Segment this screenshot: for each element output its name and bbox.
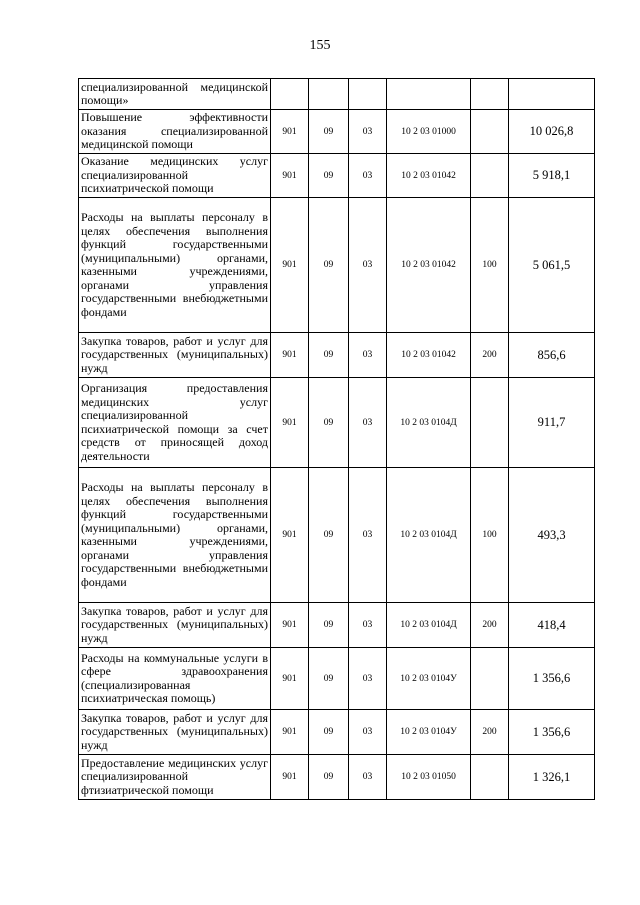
section-code: 09: [309, 110, 349, 154]
expense-type-code: 200: [471, 603, 509, 648]
amount: 5 061,5: [509, 198, 595, 333]
page-number: 155: [309, 38, 331, 53]
subsection-code: 03: [349, 755, 387, 800]
admin-code: 901: [271, 154, 309, 198]
subsection-code: [349, 79, 387, 110]
expense-type-code: 200: [471, 710, 509, 755]
table-row: [79, 710, 595, 755]
expense-type-code: 100: [471, 198, 509, 333]
target-article-code: 10 2 03 01000: [387, 110, 471, 154]
amount: [509, 79, 595, 110]
expense-type-code: [471, 755, 509, 800]
amount: 418,4: [509, 603, 595, 648]
target-article-code: 10 2 03 0104Д: [387, 468, 471, 603]
amount: 1 356,6: [509, 710, 595, 755]
amount: 911,7: [509, 378, 595, 468]
admin-code: 901: [271, 648, 309, 710]
subsection-code: 03: [349, 378, 387, 468]
admin-code: 901: [271, 468, 309, 603]
row-name: Организация предоставления медицинских услуг специализированной психиатрической помощи за счет средств от приносящей доход деятельности: [79, 378, 271, 468]
row-name: Закупка товаров, работ и услуг для государственных (муниципальных) нужд: [79, 710, 271, 755]
row-name: Предоставление медицинских услуг специализированной фтизиатрической помощи: [79, 755, 271, 800]
row-name: Оказание медицинских услуг специализированной психиатрической помощи: [79, 154, 271, 198]
target-article-code: 10 2 03 0104У: [387, 648, 471, 710]
expense-type-code: 100: [471, 468, 509, 603]
section-code: 09: [309, 468, 349, 603]
target-article-code: 10 2 03 0104У: [387, 710, 471, 755]
admin-code: 901: [271, 755, 309, 800]
amount: 10 026,8: [509, 110, 595, 154]
expense-type-code: [471, 154, 509, 198]
row-name: Повышение эффективности оказания специализированной медицинской помощи: [79, 110, 271, 154]
section-code: 09: [309, 378, 349, 468]
row-name: Закупка товаров, работ и услуг для государственных (муниципальных) нужд: [79, 333, 271, 378]
subsection-code: 03: [349, 468, 387, 603]
section-code: 09: [309, 333, 349, 378]
target-article-code: 10 2 03 01050: [387, 755, 471, 800]
budget-table: [78, 78, 595, 800]
table-row: [79, 648, 595, 710]
table-row: [79, 198, 595, 333]
admin-code: 901: [271, 198, 309, 333]
subsection-code: 03: [349, 648, 387, 710]
target-article-code: 10 2 03 01042: [387, 333, 471, 378]
subsection-code: 03: [349, 333, 387, 378]
table-row: [79, 110, 595, 154]
amount: 1 356,6: [509, 648, 595, 710]
target-article-code: 10 2 03 01042: [387, 198, 471, 333]
table-row: [79, 755, 595, 800]
table-row: [79, 79, 595, 110]
admin-code: 901: [271, 110, 309, 154]
admin-code: 901: [271, 333, 309, 378]
row-name: Расходы на коммунальные услуги в сфере здравоохранения (специализированная психиатрическая помощь): [79, 648, 271, 710]
target-article-code: [387, 79, 471, 110]
subsection-code: 03: [349, 710, 387, 755]
subsection-code: 03: [349, 603, 387, 648]
subsection-code: 03: [349, 110, 387, 154]
amount: 493,3: [509, 468, 595, 603]
admin-code: [271, 79, 309, 110]
target-article-code: 10 2 03 0104Д: [387, 603, 471, 648]
row-name: специализированной медицинской помощи»: [79, 79, 271, 110]
amount: 5 918,1: [509, 154, 595, 198]
section-code: 09: [309, 154, 349, 198]
expense-type-code: [471, 648, 509, 710]
admin-code: 901: [271, 710, 309, 755]
admin-code: 901: [271, 378, 309, 468]
section-code: 09: [309, 710, 349, 755]
table-row: [79, 468, 595, 603]
table-row: [79, 378, 595, 468]
section-code: 09: [309, 603, 349, 648]
target-article-code: 10 2 03 0104Д: [387, 378, 471, 468]
expense-type-code: [471, 110, 509, 154]
row-name: Расходы на выплаты персоналу в целях обеспечения выполнения функций государственными (муниципальными) органами, казенными учреждениями, органами управления государственными внебюджетными фондами: [79, 198, 271, 333]
table-row: [79, 603, 595, 648]
section-code: 09: [309, 198, 349, 333]
table-row: [79, 333, 595, 378]
section-code: 09: [309, 755, 349, 800]
admin-code: 901: [271, 603, 309, 648]
section-code: [309, 79, 349, 110]
section-code: 09: [309, 648, 349, 710]
expense-type-code: [471, 79, 509, 110]
row-name: Закупка товаров, работ и услуг для государственных (муниципальных) нужд: [79, 603, 271, 648]
amount: 856,6: [509, 333, 595, 378]
table-row: [79, 154, 595, 198]
row-name: Расходы на выплаты персоналу в целях обеспечения выполнения функций государственными (муниципальными) органами, казенными учреждениями, органами управления государственными внебюджетными фондами: [79, 468, 271, 603]
subsection-code: 03: [349, 154, 387, 198]
amount: 1 326,1: [509, 755, 595, 800]
expense-type-code: [471, 378, 509, 468]
subsection-code: 03: [349, 198, 387, 333]
expense-type-code: 200: [471, 333, 509, 378]
target-article-code: 10 2 03 01042: [387, 154, 471, 198]
